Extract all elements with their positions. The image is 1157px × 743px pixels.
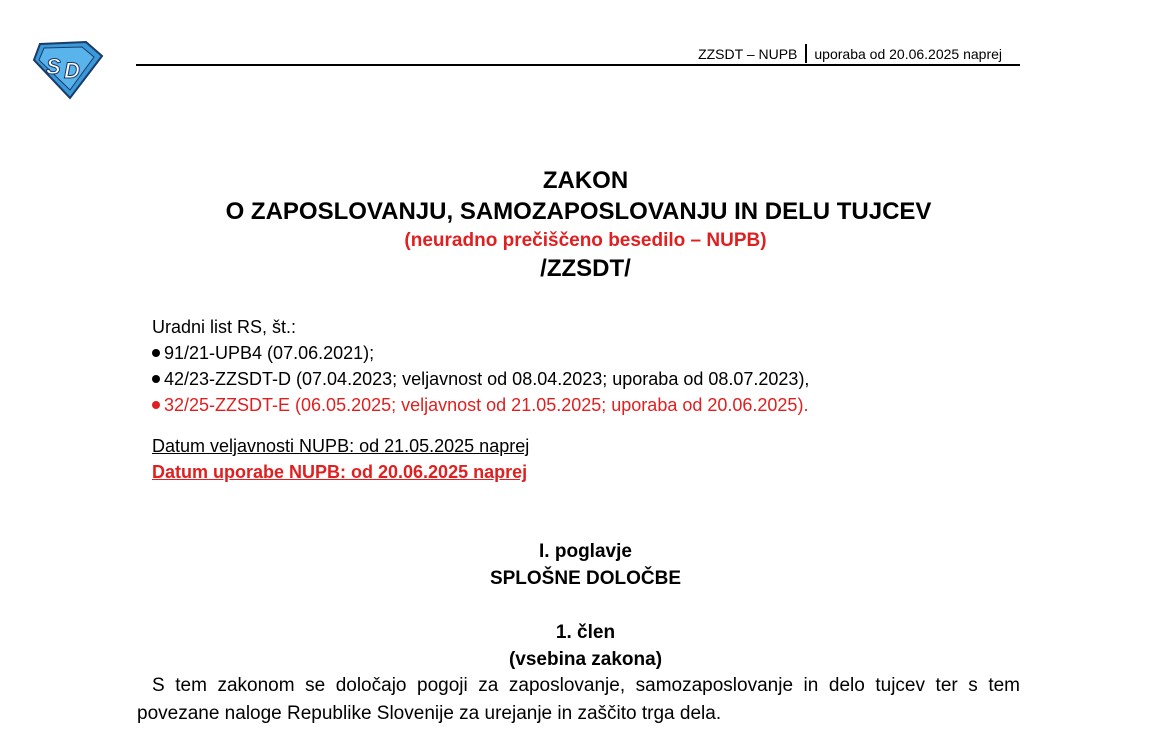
header-rule	[136, 64, 1020, 66]
svg-text:D: D	[64, 58, 80, 83]
gazette-list	[152, 314, 809, 418]
law-title-line2: O ZAPOSLOVANJU, SAMOZAPOSLOVANJU IN DELU TUJCEV	[225, 198, 932, 225]
law-abbreviation: /ZZSDT/	[540, 255, 631, 282]
gazette-item: 91/21-UPB4 (07.06.2021);	[152, 340, 809, 366]
title-block	[0, 166, 1157, 282]
bullet-icon	[152, 401, 160, 409]
running-header	[698, 44, 1002, 63]
chapter-number: I. poglavje	[539, 541, 632, 562]
sd-logo	[30, 40, 104, 100]
gazette-item: 42/23-ZZSDT-D (07.04.2023; veljavnost od 08.04.2023; uporaba od 08.07.2023),	[152, 366, 809, 392]
gazette-item: 32/25-ZZSDT-E (06.05.2025; veljavnost od 21.05.2025; uporaba od 20.06.2025).	[152, 392, 809, 418]
header-doc-code: ZZSDT – NUPB	[698, 46, 798, 62]
dates-block	[152, 433, 529, 485]
validity-date: Datum veljavnosti NUPB: od 21.05.2025 naprej	[152, 436, 530, 456]
article-name: (vsebina zakona)	[508, 649, 663, 670]
article-heading	[0, 619, 1157, 673]
chapter-heading	[0, 538, 1157, 592]
header-separator	[805, 44, 807, 63]
article-number: 1. člen	[555, 622, 616, 643]
header-usage-note: uporaba od 20.06.2025 naprej	[814, 46, 1002, 62]
bullet-icon	[152, 349, 160, 357]
law-title-line1: ZAKON	[542, 167, 629, 194]
gazette-label: Uradni list RS, št.:	[152, 317, 297, 337]
bullet-icon	[152, 375, 160, 383]
article-text: S tem zakonom se določajo pogoji za zaposlovanje, samozaposlovanje in delo tujcev ter s tem povezane naloge Republike Slovenije za urejanje in zaščito trga dela.	[137, 675, 1020, 724]
law-subtitle: (neuradno prečiščeno besedilo – NUPB)	[404, 230, 767, 251]
svg-text:S: S	[46, 54, 61, 79]
usage-date: Datum uporabe NUPB: od 20.06.2025 naprej	[152, 462, 528, 482]
chapter-name: SPLOŠNE DOLOČBE	[489, 568, 682, 589]
